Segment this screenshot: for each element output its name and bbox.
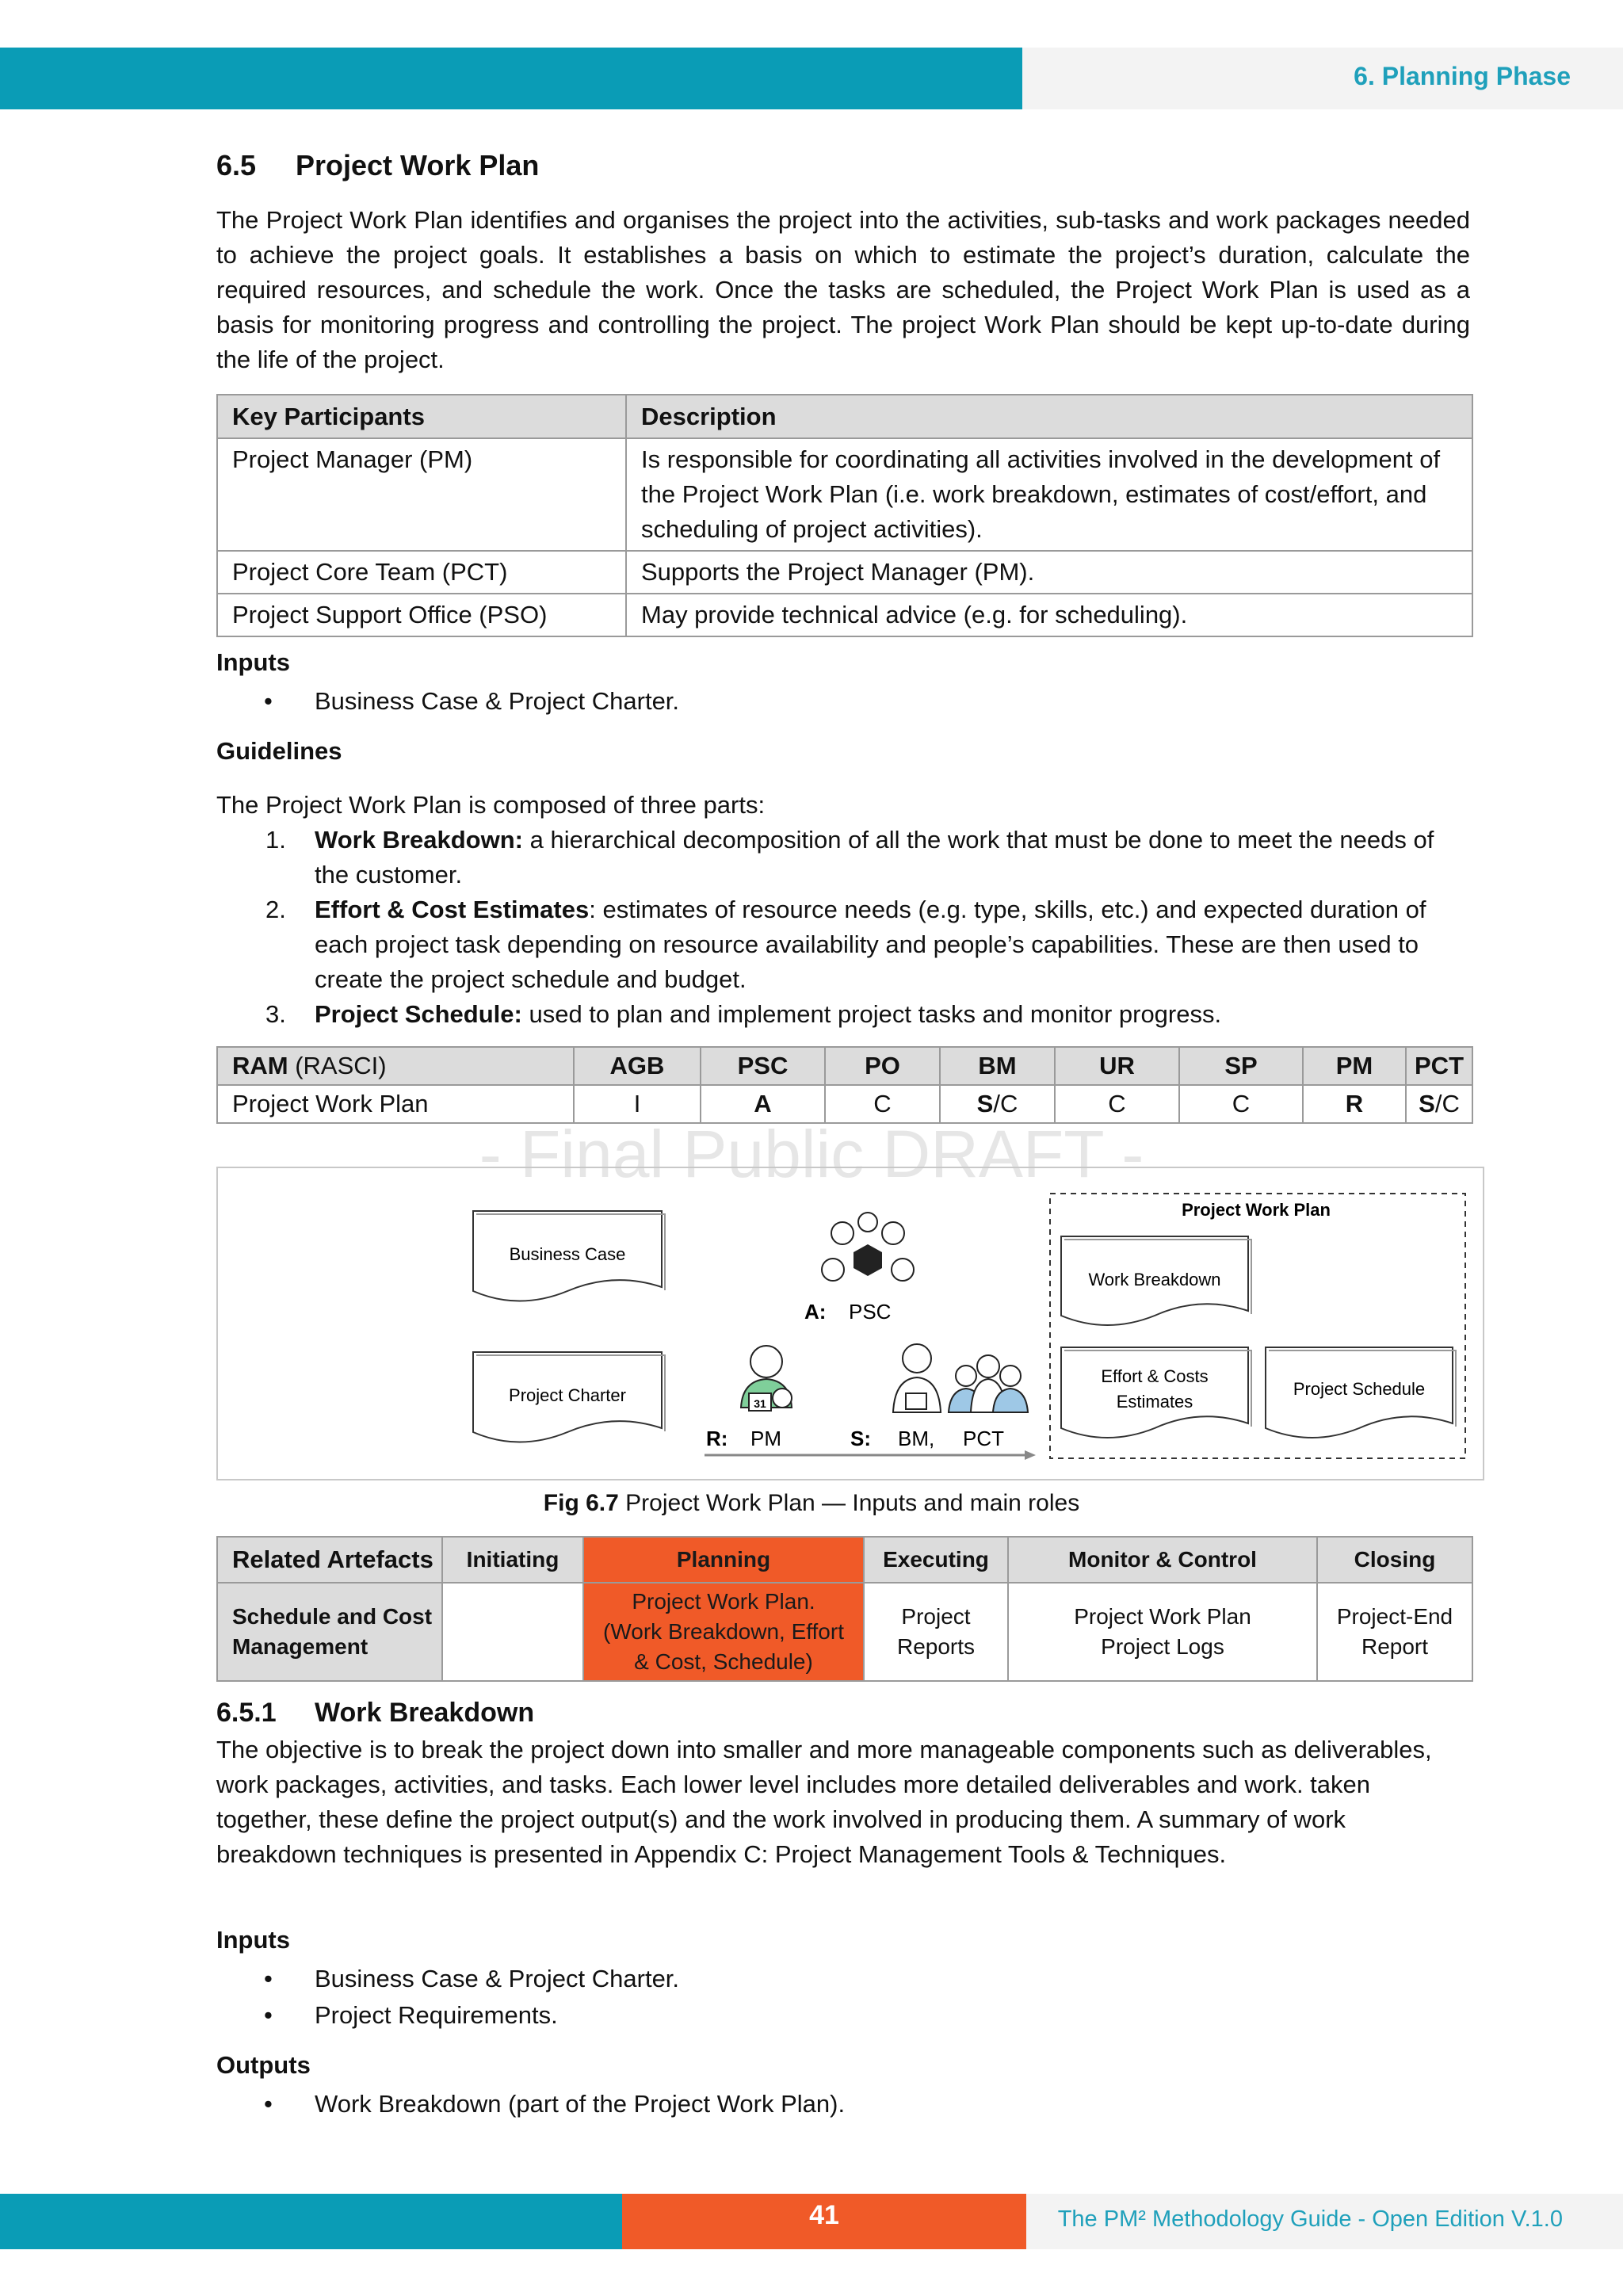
ram-row-label: Project Work Plan xyxy=(217,1085,574,1123)
item-number: 3. xyxy=(265,1000,286,1028)
table-row xyxy=(217,1583,1472,1681)
ram-cell: R xyxy=(1303,1085,1406,1123)
effort-costs-label-2: Estimates xyxy=(1116,1392,1193,1412)
list-item xyxy=(216,823,1470,892)
effort-costs-label-1: Effort & Costs xyxy=(1101,1366,1209,1386)
role-column-header: BM xyxy=(940,1047,1055,1085)
table-header-row xyxy=(217,1047,1472,1085)
item-term: Work Breakdown: xyxy=(315,826,523,854)
ram-cell: A xyxy=(701,1085,825,1123)
draft-watermark: - Final Public DRAFT - xyxy=(479,1117,1144,1191)
closing-cell: Project-End Report xyxy=(1317,1583,1472,1681)
item-text: : estimates of resource needs (e.g. type, skills, etc.) and expected duration of each project task depending on resource availability and people’s capabilities. These are then used to create the project schedule and budget. xyxy=(315,896,1426,993)
table-header-row xyxy=(217,1537,1472,1583)
guidelines-list xyxy=(216,823,1470,1032)
figure-caption: Fig 6.7 Project Work Plan — Inputs and main roles xyxy=(543,1490,1080,1516)
support-team-icon xyxy=(893,1344,1028,1412)
role-column-header: PSC xyxy=(701,1047,825,1085)
role-s-value-2: PCT xyxy=(963,1427,1004,1450)
column-header: Key Participants xyxy=(217,395,626,438)
ram-cell: C xyxy=(1179,1085,1303,1123)
artefact-row-label: Schedule and Cost Management xyxy=(217,1583,442,1681)
flow-arrow-head xyxy=(1025,1450,1036,1460)
role-s-key: S: xyxy=(850,1427,871,1450)
subsection-title: Work Breakdown xyxy=(315,1698,535,1728)
initiating-cell xyxy=(442,1583,583,1681)
group-title: Project Work Plan xyxy=(1182,1200,1331,1220)
subsection-inputs-list xyxy=(216,1961,1470,2034)
column-header: Closing xyxy=(1317,1537,1472,1583)
column-header: Monitor & Control xyxy=(1008,1537,1317,1583)
section-heading xyxy=(216,149,1470,182)
guidelines-lead: The Project Work Plan is composed of three parts: xyxy=(216,791,766,819)
page-number: 41 xyxy=(809,2200,839,2230)
section-number: 6.5 xyxy=(216,149,257,181)
table-row xyxy=(217,594,1472,636)
item-number: 1. xyxy=(265,826,286,854)
role-r-key: R: xyxy=(706,1427,728,1450)
inputs-list xyxy=(216,683,1470,720)
table-row xyxy=(217,438,1472,551)
guide-title: The PM² Methodology Guide - Open Edition V.1.0 xyxy=(1057,2206,1563,2232)
column-header: Description xyxy=(626,395,1472,438)
monitor-control-cell: Project Work Plan Project Logs xyxy=(1008,1583,1317,1681)
subsection-heading xyxy=(216,1698,1470,1729)
column-header: Related Artefacts xyxy=(217,1537,442,1583)
list-item: • Work Breakdown (part of the Project Work Plan). xyxy=(216,2086,1470,2122)
ram-cell: S/C xyxy=(940,1085,1055,1123)
participant-name: Project Manager (PM) xyxy=(217,438,626,551)
calendar-day: 31 xyxy=(754,1397,766,1410)
participant-description: Is responsible for coordinating all activities involved in the development of the Project Work Plan (i.e. work breakdown, estimates of cost/effort, and scheduling of project activities). xyxy=(626,438,1472,551)
participant-name: Project Core Team (PCT) xyxy=(217,551,626,594)
work-breakdown-label: Work Breakdown xyxy=(1088,1270,1221,1289)
table-row xyxy=(217,551,1472,594)
ram-cell: C xyxy=(825,1085,940,1123)
related-artefacts-table xyxy=(216,1536,1473,1682)
column-header: Executing xyxy=(864,1537,1008,1583)
role-column-header: PO xyxy=(825,1047,940,1085)
business-case-label: Business Case xyxy=(509,1244,626,1264)
role-column-header: SP xyxy=(1179,1047,1303,1085)
item-text: used to plan and implement project tasks and monitor progress. xyxy=(521,1000,1222,1028)
role-column-header: AGB xyxy=(574,1047,701,1085)
section-title: Project Work Plan xyxy=(296,149,540,181)
project-schedule-document xyxy=(1266,1347,1456,1438)
item-term: Effort & Cost Estimates xyxy=(315,896,590,923)
subsection-outputs-label: Outputs xyxy=(216,2051,311,2079)
list-item: • Project Requirements. xyxy=(216,1997,1470,2034)
list-item: • Business Case & Project Charter. xyxy=(216,1961,1470,1997)
participant-name: Project Support Office (PSO) xyxy=(217,594,626,636)
section-intro: The Project Work Plan identifies and organises the project into the activities, sub-tasks and work packages needed to achieve the project goals. It establishes a basis on which to estimate the project’s duration, calculate the required resources, and schedule the work. Once the tasks are scheduled, the Project Work Plan is used as a basis for monitoring progress and controlling the project. The project Work Plan should be kept up-to-date during the life of the project. xyxy=(216,206,1470,373)
ram-cell: I xyxy=(574,1085,701,1123)
project-schedule-label: Project Schedule xyxy=(1293,1379,1426,1399)
effort-costs-document xyxy=(1061,1347,1251,1438)
role-a-value: PSC xyxy=(849,1300,892,1324)
ram-header: RAM (RASCI) xyxy=(217,1047,574,1085)
header-accent-bar xyxy=(0,48,1022,109)
ram-cell: C xyxy=(1055,1085,1179,1123)
planning-cell: Project Work Plan. (Work Breakdown, Effort & Cost, Schedule) xyxy=(583,1583,864,1681)
chapter-title: 6. Planning Phase xyxy=(1354,62,1571,90)
role-s-value-1: BM, xyxy=(898,1427,935,1450)
ram-table xyxy=(216,1046,1473,1124)
participant-description: May provide technical advice (e.g. for scheduling). xyxy=(626,594,1472,636)
table-header-row xyxy=(217,395,1472,438)
list-item xyxy=(216,892,1470,997)
list-item xyxy=(216,997,1470,1032)
item-term: Project Schedule: xyxy=(315,1000,522,1028)
participant-description: Supports the Project Manager (PM). xyxy=(626,551,1472,594)
item-text: a hierarchical decomposition of all the work that must be done to meet the needs of the customer. xyxy=(315,826,1434,888)
role-column-header: PM xyxy=(1303,1047,1406,1085)
key-participants-table xyxy=(216,394,1473,637)
subsection-number: 6.5.1 xyxy=(216,1698,277,1728)
work-breakdown-document xyxy=(1061,1236,1251,1325)
project-manager-icon xyxy=(741,1346,792,1411)
project-charter-label: Project Charter xyxy=(509,1385,626,1405)
executing-cell: Project Reports xyxy=(864,1583,1008,1681)
role-r-value: PM xyxy=(750,1427,781,1450)
project-work-plan-diagram xyxy=(218,1168,1486,1482)
role-column-header: PCT xyxy=(1406,1047,1472,1085)
subsection-text: The objective is to break the project down into smaller and more manageable components such as deliverables, work packages, activities, and tasks. Each lower level includes more detailed deliverables and work. taken together, these define the project output(s) and the work involved in producing them. A summary of work breakdown techniques is presented in Appendix C: Project Management Tools & Techniques. xyxy=(216,1736,1432,1868)
business-case-document xyxy=(473,1211,665,1301)
role-a-key: A: xyxy=(804,1300,827,1324)
list-item: • Business Case & Project Charter. xyxy=(216,683,1470,720)
guidelines-label: Guidelines xyxy=(216,737,342,765)
column-header-planning: Planning xyxy=(583,1537,864,1583)
subsection-inputs-label: Inputs xyxy=(216,1926,290,1954)
project-charter-document xyxy=(473,1352,665,1442)
subsection-outputs-list xyxy=(216,2086,1470,2122)
figure-frame xyxy=(216,1167,1484,1480)
column-header: Initiating xyxy=(442,1537,583,1583)
ram-cell: S/C xyxy=(1406,1085,1472,1123)
item-number: 2. xyxy=(265,896,286,923)
footer-accent-bar xyxy=(0,2194,622,2249)
inputs-label: Inputs xyxy=(216,648,290,676)
role-column-header: UR xyxy=(1055,1047,1179,1085)
steering-committee-icon xyxy=(822,1213,914,1281)
